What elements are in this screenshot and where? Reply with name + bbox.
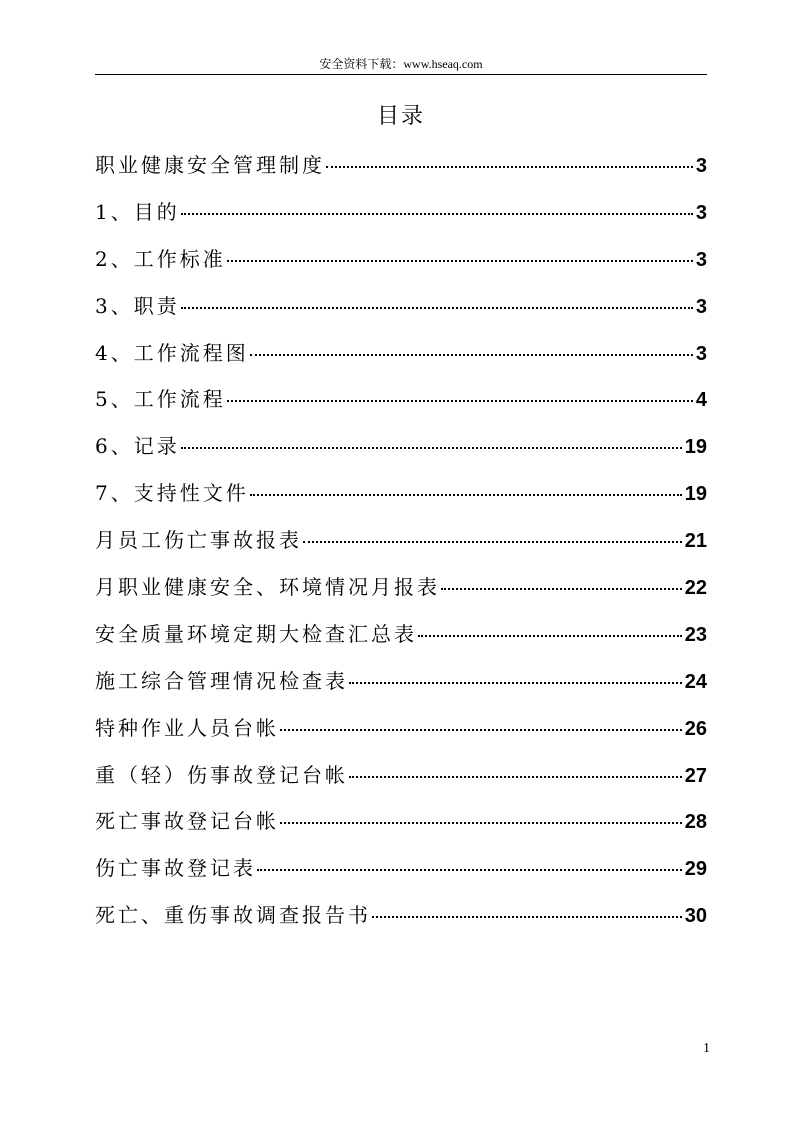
- toc-entry[interactable]: [95, 570, 707, 617]
- toc-entry[interactable]: [95, 804, 707, 851]
- header-divider: [95, 74, 707, 75]
- toc-entry-page: 19: [684, 436, 707, 459]
- toc-entry-label: 7、支持性文件: [95, 481, 249, 506]
- toc-entry[interactable]: [95, 242, 707, 289]
- toc-entry-page: 22: [684, 577, 707, 600]
- toc-entry-page: 30: [684, 905, 707, 928]
- toc-dot-leader: [181, 307, 693, 309]
- toc-entry[interactable]: [95, 664, 707, 711]
- toc-dot-leader: [418, 635, 682, 637]
- toc-entry-label: 特种作业人员台帐: [95, 715, 279, 740]
- toc-entry-page: 3: [695, 342, 707, 365]
- toc-entry-label: 月职业健康安全、环境情况月报表: [95, 575, 440, 600]
- toc-entry[interactable]: [95, 851, 707, 898]
- toc-entry[interactable]: [95, 148, 707, 195]
- toc-entry-page: 21: [684, 530, 707, 553]
- toc-entry-page: 27: [684, 764, 707, 787]
- toc-entry-label: 6、记录: [95, 434, 180, 459]
- toc-dot-leader: [349, 776, 682, 778]
- toc-entry[interactable]: [95, 711, 707, 758]
- toc-dot-leader: [372, 916, 682, 918]
- toc-entry-label: 4、工作流程图: [95, 340, 249, 365]
- toc-entry-page: 3: [695, 295, 707, 318]
- toc-dot-leader: [326, 166, 693, 168]
- toc-entry[interactable]: [95, 758, 707, 805]
- toc-dot-leader: [280, 822, 682, 824]
- toc-entry-page: 28: [684, 811, 707, 834]
- toc-entry-label: 2、工作标准: [95, 246, 226, 271]
- toc-entry[interactable]: [95, 476, 707, 523]
- toc-entry[interactable]: [95, 336, 707, 383]
- toc-dot-leader: [349, 682, 682, 684]
- toc-dot-leader: [303, 541, 682, 543]
- toc-entry[interactable]: [95, 382, 707, 429]
- toc-dot-leader: [250, 494, 682, 496]
- toc-entry[interactable]: [95, 429, 707, 476]
- toc-dot-leader: [250, 354, 693, 356]
- page-header: 安全资料下载：www.hseaq.com: [319, 57, 483, 71]
- toc-entry-label: 1、目的: [95, 199, 180, 224]
- toc-entry-label: 安全质量环境定期大检查汇总表: [95, 621, 417, 646]
- toc-entry-page: 3: [695, 155, 707, 177]
- toc-entry-page: 26: [684, 717, 707, 740]
- toc-entry-page: 3: [695, 248, 707, 271]
- toc-entry[interactable]: [95, 195, 707, 242]
- toc-dot-leader: [181, 447, 682, 449]
- toc-entry-label: 职业健康安全管理制度: [95, 153, 325, 177]
- toc-dot-leader: [227, 260, 693, 262]
- table-of-contents: [95, 148, 707, 945]
- toc-entry-label: 5、工作流程: [95, 387, 226, 412]
- toc-entry[interactable]: [95, 898, 707, 945]
- toc-entry[interactable]: [95, 617, 707, 664]
- toc-entry-page: 23: [684, 623, 707, 646]
- toc-title: 目录: [376, 104, 425, 129]
- toc-dot-leader: [227, 400, 693, 402]
- toc-entry-page: 29: [684, 858, 707, 881]
- toc-entry[interactable]: [95, 289, 707, 336]
- toc-entry-label: 死亡、重伤事故调查报告书: [95, 903, 371, 928]
- toc-entry-label: 重（轻）伤事故登记台帐: [95, 762, 348, 787]
- toc-dot-leader: [441, 588, 682, 590]
- toc-entry-label: 死亡事故登记台帐: [95, 809, 279, 834]
- toc-dot-leader: [280, 729, 682, 731]
- toc-entry-page: 19: [684, 483, 707, 506]
- toc-entry-label: 伤亡事故登记表: [95, 856, 256, 881]
- toc-entry-label: 月员工伤亡事故报表: [95, 528, 302, 553]
- toc-entry-page: 3: [695, 201, 707, 224]
- toc-entry-label: 施工综合管理情况检查表: [95, 668, 348, 693]
- toc-dot-leader: [181, 213, 693, 215]
- toc-dot-leader: [257, 869, 682, 871]
- toc-entry-page: 4: [695, 389, 707, 412]
- toc-entry-page: 24: [684, 670, 707, 693]
- page-number: 1: [703, 1041, 710, 1056]
- toc-entry[interactable]: [95, 523, 707, 570]
- toc-entry-label: 3、职责: [95, 293, 180, 318]
